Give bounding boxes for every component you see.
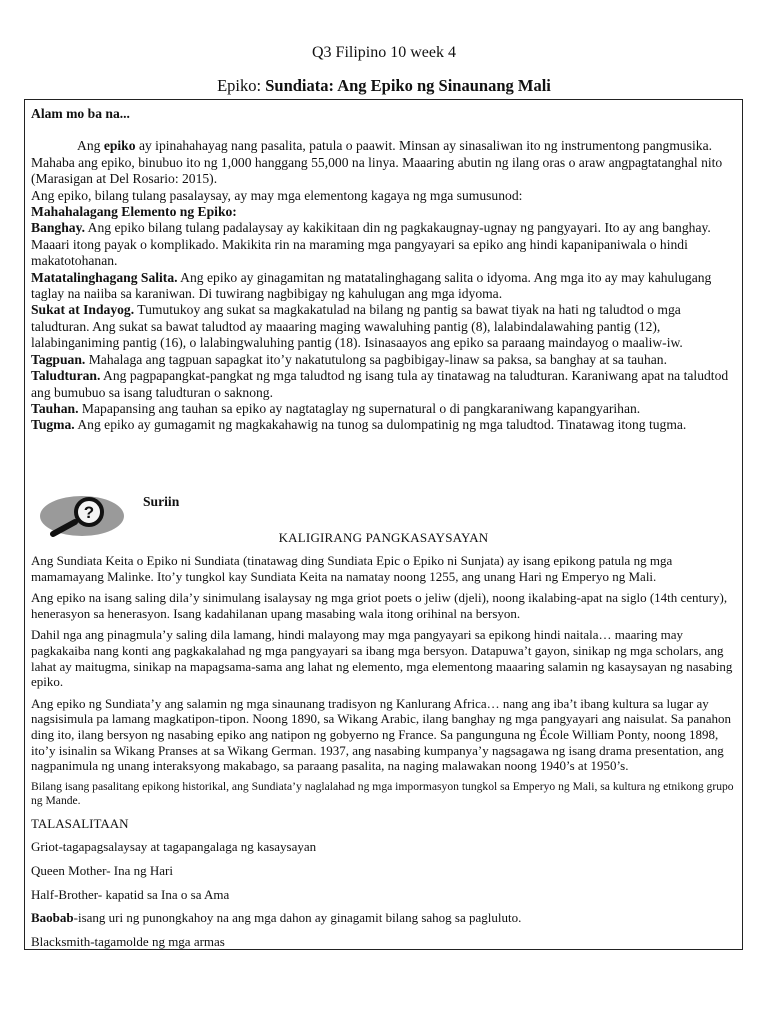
element-item (31, 302, 739, 351)
element-text: Tumutukoy ang sukat sa magkakatulad na bilang ng pantig sa bawat tiyak na hati ng taludtod o mga taludturan. Ang sukat sa bawat taludtod ay maaaring maging wawaluhing pantig (8), lalabindalawahing pantig (12), lalabinganiming pantig (16), o lalabingwaluhing pantig (18). Isinasaayos ang epiko sa paraang maindayog o maaliw-iw. (31, 302, 683, 351)
glossary-item (31, 887, 739, 903)
history-paragraph: Dahil nga ang pinagmula’y saling dila lamang, hindi malayong may mga pangyayari sa epikong hindi naitala… maaring may pagkakaiba nang konti ang pagkakalahad ng mga pangyayari sa ibang mga bersyon. Datapuwa’t gayon, sinikap ng mga scholars, ang lahat ay maitugma, sinikap na mapagsama-sama ang lahat ng elemento, mga elementong maaaring salamin ng kasaysayan ng nasabing epiko. (31, 627, 733, 690)
epic-title-name: Sundiata: Ang Epiko ng Sinaunang Mali (265, 76, 551, 95)
element-term: Matatalinghagang Salita. (31, 269, 178, 285)
history-section (31, 553, 739, 957)
glossary-item (31, 863, 739, 879)
element-item (31, 401, 739, 417)
element-item (31, 417, 739, 433)
glossary-heading: TALASALITAAN (31, 815, 129, 831)
element-term: Banghay. (31, 220, 86, 236)
glossary-text: Half-Brother- kapatid sa Ina o sa Ama (31, 886, 230, 902)
intro-p1-rest: ay ipinahahayag nang pasalita, patula o paawit. Minsan ay sinasaliwan ito ng instrumentong pangmusika. Mahaba ang epiko, binubuo ito ng 1,000 hanggang 55,000 na linya. Maaaring abutin ng ilang oras o araw angpagtatanghal nito (Marasigan at Del Rosario: 2015). (31, 138, 723, 187)
document-title: Q3 Filipino 10 week 4 (312, 44, 456, 61)
element-text: Ang epiko bilang tulang padalaysay ay kakikitaan din ng pagkakaugnay-ugnay ng pangyayari. Ito ay ang banghay. Maaari itong payak o komplikado. Makikita rin na maraming mga pangyayari sa epiko ang hindi kapanipaniwala o hindi makatotohanan. (31, 220, 711, 269)
element-text: Ang epiko ay gumagamit ng magkakahawig na tunog sa dulompatinig ng mga taludtod. Tinatawag itong tugma. (74, 417, 687, 433)
epic-title (0, 76, 768, 96)
suriin-label: Suriin (143, 494, 180, 509)
element-item (31, 368, 739, 401)
element-item (31, 270, 739, 303)
element-term: Tauhan. (31, 400, 79, 416)
glossary-text: Queen Mother- Ina ng Hari (31, 862, 173, 878)
history-paragraph: Ang epiko na isang saling dila’y sinimulang isalaysay ng mga griot poets o jeliw (djeli), noong ikalabing-apat na siglo (14th century), henerasyon sa henerasyon. Isang kadahilanan upang masabing wala itong orihinal na bersyon. (31, 590, 728, 621)
glossary-text: -isang uri ng punongkahoy na ang mga dahon ay ginagamit bilang sahog sa pagluluto. (73, 910, 522, 926)
element-text: Ang pagpapangkat-pangkat ng mga taludtod ng isang tula ay tinatawag na taludturan. Karaniwang apat na taludtod ang bumubuo sa isang taludturan o saknong. (31, 368, 729, 400)
element-item (31, 352, 739, 368)
glossary-text: Griot-tagapagsalaysay at tagapangalaga ng kasaysayan (31, 839, 317, 855)
element-term: Taludturan. (31, 368, 101, 384)
glossary-item (31, 934, 739, 950)
element-text: Mahalaga ang tagpuan sapagkat ito’y nakatutulong sa pagbibigay-linaw sa paksa, sa banghay at sa tauhan. (85, 351, 668, 367)
intro-heading: Alam mo ba na... (31, 106, 130, 121)
element-item (31, 220, 739, 269)
element-term: Sukat at Indayog. (31, 302, 135, 318)
intro-p1-start: Ang (77, 138, 104, 154)
content-box (24, 99, 743, 950)
element-text: Mapapansing ang tauhan sa epiko ay nagtataglay ng supernatural o di pangkaraniwang kapangyarihan. (78, 400, 641, 416)
elements-heading: Mahahalagang Elemento ng Epiko: (31, 204, 237, 220)
glossary-term: Baobab (31, 910, 74, 926)
intro-paragraph-2: Ang epiko, bilang tulang pasalaysay, ay may mga elementong kagaya ng mga sumusunod: (31, 187, 523, 203)
epic-title-prefix: Epiko: (217, 76, 266, 95)
glossary-item (31, 910, 739, 926)
intro-p1-bold: epiko (103, 138, 136, 154)
element-term: Tagpuan. (31, 351, 86, 367)
svg-text:?: ? (83, 503, 95, 522)
intro-section (31, 106, 739, 434)
intro-paragraph (31, 138, 739, 187)
history-note: Bilang isang pasalitang epikong historikal, ang Sundiata’y naglalahad ng mga impormasyon tungkol sa Emperyo ng Mali, sa kultura ng etnikong grupo ng Mande. (31, 779, 734, 807)
glossary-text: Blacksmith-tagamolde ng mga armas (31, 933, 225, 949)
history-paragraph: Ang Sundiata Keita o Epiko ni Sundiata (tinatawag ding Sundiata Epic o Epiko ni Sunjata) ay isang epikong patula ng mga mamamayang Malinke. Ito’y tungkol kay Sundiata Keita na namatay noong 1255, ang unang Hari ng Emperyo ng Mali. (31, 553, 673, 584)
element-text: Ang epiko ay ginagamitan ng matatalinghagang salita o idyoma. Ang mga ito ay may kahulugang taglay na naiiba sa karaniwan. Di tuwirang nagbibigay ng kahulugan ang mga idyoma. (31, 269, 712, 302)
glossary-item (31, 839, 739, 855)
element-term: Tugma. (31, 417, 75, 433)
section-title: KALIGIRANG PANGKASAYSAYAN (278, 530, 489, 545)
history-paragraph: Ang epiko ng Sundiata’y ang salamin ng mga sinaunang tradisyon ng Kanlurang Africa… nang ang iba’t ibang kultura sa lugar ay nagsisimula pa lamang magkatipon-tipon. Noong 1890, sa Wikang Arabic, ilang banghay ng mga pangyayari ang naisulat. Sa panahon ding ito, ilang bersyon ng nasabing epiko ang natipon ng gobyerno ng France. Sa pangunguna ng École William Ponty, noong 1898, ito’y isinalin sa Wikang Pranses at sa Wikang German. 1937, ang nasabing kumpanya’y nagsagawa ng isang drama presentation, ang nagpanimula ng unang interaksyong makabago, sa paraang pasalita, na naging malawakan noong 1940’s at 1950’s. (31, 695, 731, 774)
